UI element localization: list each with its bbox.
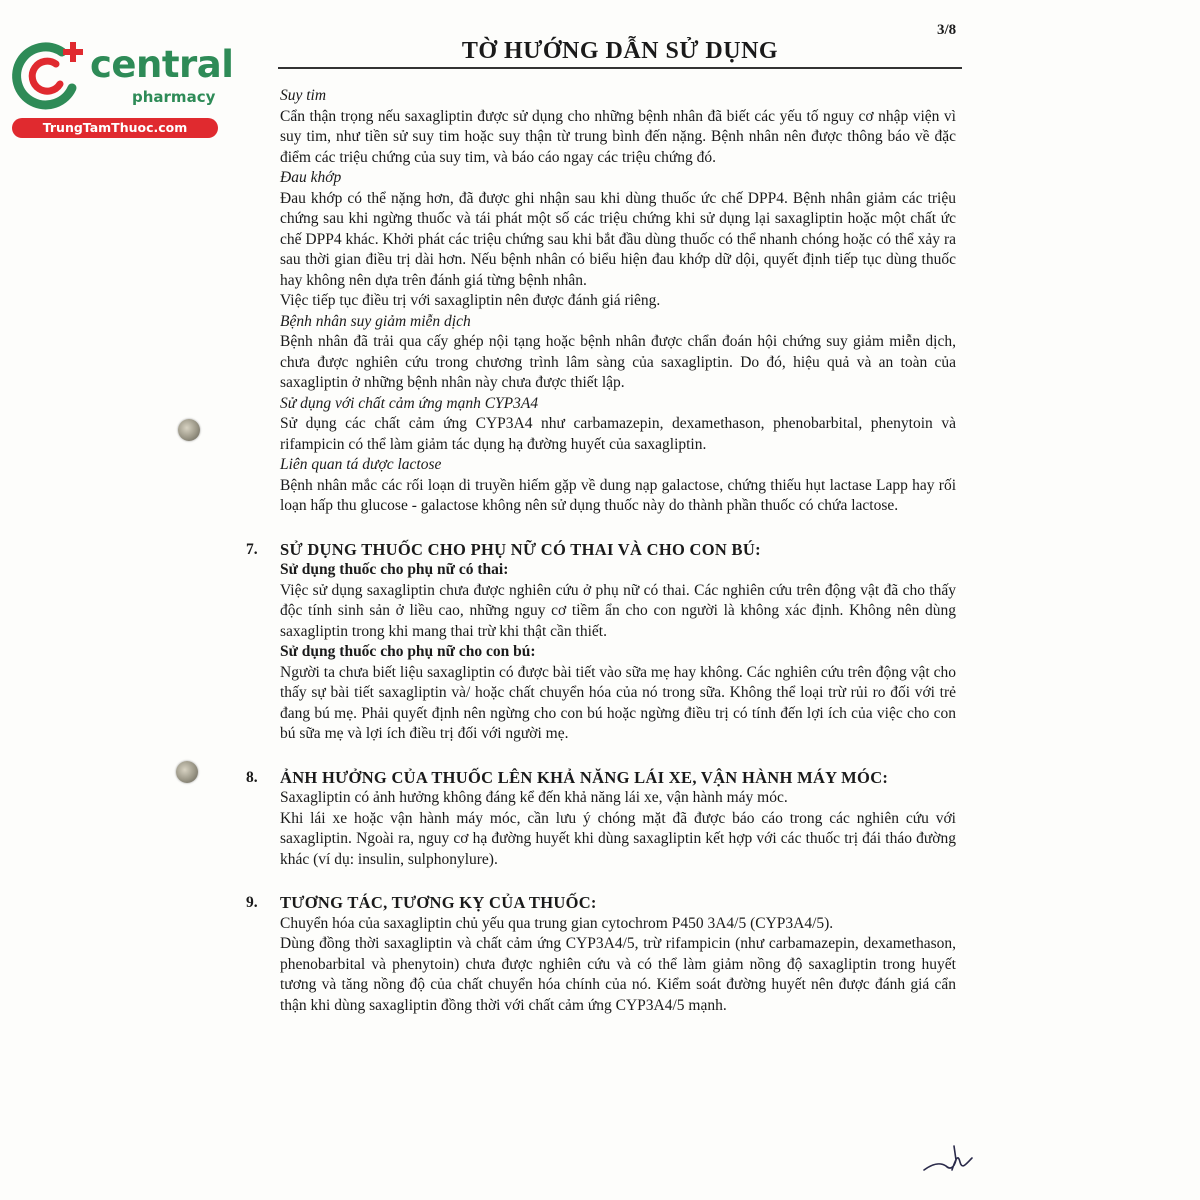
paragraph: Khi lái xe hoặc vận hành máy móc, cần lưu ý chóng mặt đã được báo cáo trong các nghiên cứu với saxagliptin. Ngoài ra, nguy cơ hạ đường huyết khi dùng saxagliptin kết hợp với các thuốc trị đái tháo đường khác (ví dụ: insulin, sulphonylure). — [280, 809, 956, 868]
section-number: 8. — [246, 768, 258, 786]
paragraph: Người ta chưa biết liệu saxagliptin có được bài tiết vào sữa mẹ hay không. Các nghiên cứu trên động vật cho thấy sự bài tiết saxagliptin và/ hoặc chất chuyển hóa của nó trong sữa. Không thể loại trừ rủi ro đối với trẻ đang bú mẹ. Phải quyết định nên ngừng cho con bú hoặc ngừng điều trị có tính đến lợi ích của việc cho con bú sữa mẹ và lợi ích điều trị đối với người mẹ. — [280, 663, 956, 742]
section-title: TƯƠNG TÁC, TƯƠNG KỴ CỦA THUỐC: — [280, 893, 597, 912]
subsection-heading: Suy tim — [280, 87, 327, 104]
paragraph: Việc tiếp tục điều trị với saxagliptin nên được đánh giá riêng. — [280, 292, 661, 309]
paragraph: Bệnh nhân đã trải qua cấy ghép nội tạng hoặc bệnh nhân được chẩn đoán hội chứng suy giảm miễn dịch, chưa được nghiên cứu trong chương trình lâm sàng của saxagliptin. Do đó, hiệu quả và an toàn của saxagliptin ở những bệnh nhân này chưa được thiết lập. — [280, 333, 956, 391]
paragraph: Đau khớp có thể nặng hơn, đã được ghi nhận sau khi dùng thuốc ức chế DPP4. Bệnh nhân giảm các triệu chứng sau khi ngừng thuốc và tái phát một số các triệu chứng khi sử dụng lại saxagliptin hoặc một chất ức chế DPP4 khác. Khởi phát các triệu chứng sau khi bắt đầu dùng thuốc có thể nhanh chóng hoặc có thể xảy ra sau thời gian điều trị dài hơn. Nếu bệnh nhân có biểu hiện đau khớp dữ dội, quyết định tiếp tục dùng thuốc hay không nên dựa trên đánh giá từng bệnh nhân. — [280, 189, 956, 289]
page-number: 3/8 — [937, 22, 957, 38]
central-pharmacy-logo-icon — [10, 38, 90, 118]
subsection-heading: Bệnh nhân suy giảm miễn dịch — [280, 312, 471, 330]
section-title: SỬ DỤNG THUỐC CHO PHỤ NỮ CÓ THAI VÀ CHO CON BÚ: — [280, 539, 761, 559]
punch-hole — [176, 761, 198, 783]
section-title: ẢNH HƯỞNG CỦA THUỐC LÊN KHẢ NĂNG LÁI XE, VẬN HÀNH MÁY MÓC: — [280, 767, 889, 787]
logo-brand-name: central — [90, 43, 234, 86]
subsection-heading: Đau khớp — [280, 169, 342, 186]
section-subheading: Sử dụng thuốc cho phụ nữ cho con bú: — [280, 643, 536, 660]
section-number: 9. — [246, 894, 258, 911]
section — [246, 893, 956, 1016]
paragraph: Dùng đồng thời saxagliptin và chất cảm ứng CYP3A4/5, trừ rifampicin (như carbamazepin, dexamethason, phenobarbital và phenytoin) chưa được nghiên cứu và có thể làm giảm nồng độ saxagliptin trong huyết tương và tăng nồng độ của chất chuyển hóa chính của nó. Kiểm soát đường huyết nên được đánh giá cẩn thận khi dùng saxagliptin đồng thời với chất cảm ứng CYP3A4/5 mạnh. — [280, 935, 956, 1014]
logo-website: TrungTamThuoc.com — [12, 118, 218, 138]
logo-subtitle: pharmacy — [132, 88, 216, 106]
title-divider — [278, 67, 962, 69]
paragraph: Cẩn thận trọng nếu saxagliptin được sử dụng cho những bệnh nhân đã biết các yếu tố nguy cơ nhập viện vì suy tim, như tiền sử suy tim hoặc suy thận từ trung bình đến nặng. Bệnh nhân nên được thông báo về đặc điểm các triệu chứng của suy tim, và báo cáo ngay các triệu chứng đó. — [280, 107, 956, 166]
section — [246, 767, 956, 871]
paragraph: Việc sử dụng saxagliptin chưa được nghiên cứu ở phụ nữ có thai. Các nghiên cứu trên động vật đã cho thấy độc tính sinh sản ở liều cao, những nguy cơ tiềm ẩn cho con người là không xác định. Không nên dùng saxagliptin trong khi mang thai trừ khi thật cần thiết. — [280, 581, 956, 640]
central-pharmacy-logo — [10, 38, 234, 138]
section — [246, 539, 956, 745]
section-number: 7. — [246, 540, 258, 558]
section-subheading: Sử dụng thuốc cho phụ nữ có thai: — [280, 561, 509, 578]
paragraph: Chuyển hóa của saxagliptin chủ yếu qua trung gian cytochrom P450 3A4/5 (CYP3A4/5). — [280, 914, 834, 932]
page-title: TỜ HƯỚNG DẪN SỬ DỤNG — [461, 38, 779, 64]
punch-hole — [178, 419, 200, 441]
paragraph: Sử dụng các chất cảm ứng CYP3A4 như carbamazepin, dexamethason, phenobarbital, phenytoin và rifampicin có thể làm giảm tác dụng hạ đường huyết của saxagliptin. — [280, 415, 956, 453]
signature-mark — [922, 1140, 976, 1180]
subsection-heading: Sử dụng với chất cảm ứng mạnh CYP3A4 — [280, 394, 539, 412]
paragraph: Bệnh nhân mắc các rối loạn di truyền hiếm gặp về dung nạp galactose, chứng thiếu hụt lactase Lapp hay rối loạn hấp thu glucose - galactose không nên sử dụng thuốc này do thành phần thuốc có chứa lactose. — [280, 476, 956, 514]
subsection-heading: Liên quan tá dược lactose — [280, 456, 442, 473]
paragraph: Saxagliptin có ảnh hưởng không đáng kể đến khả năng lái xe, vận hành máy móc. — [280, 789, 788, 806]
document-body — [246, 86, 956, 1016]
